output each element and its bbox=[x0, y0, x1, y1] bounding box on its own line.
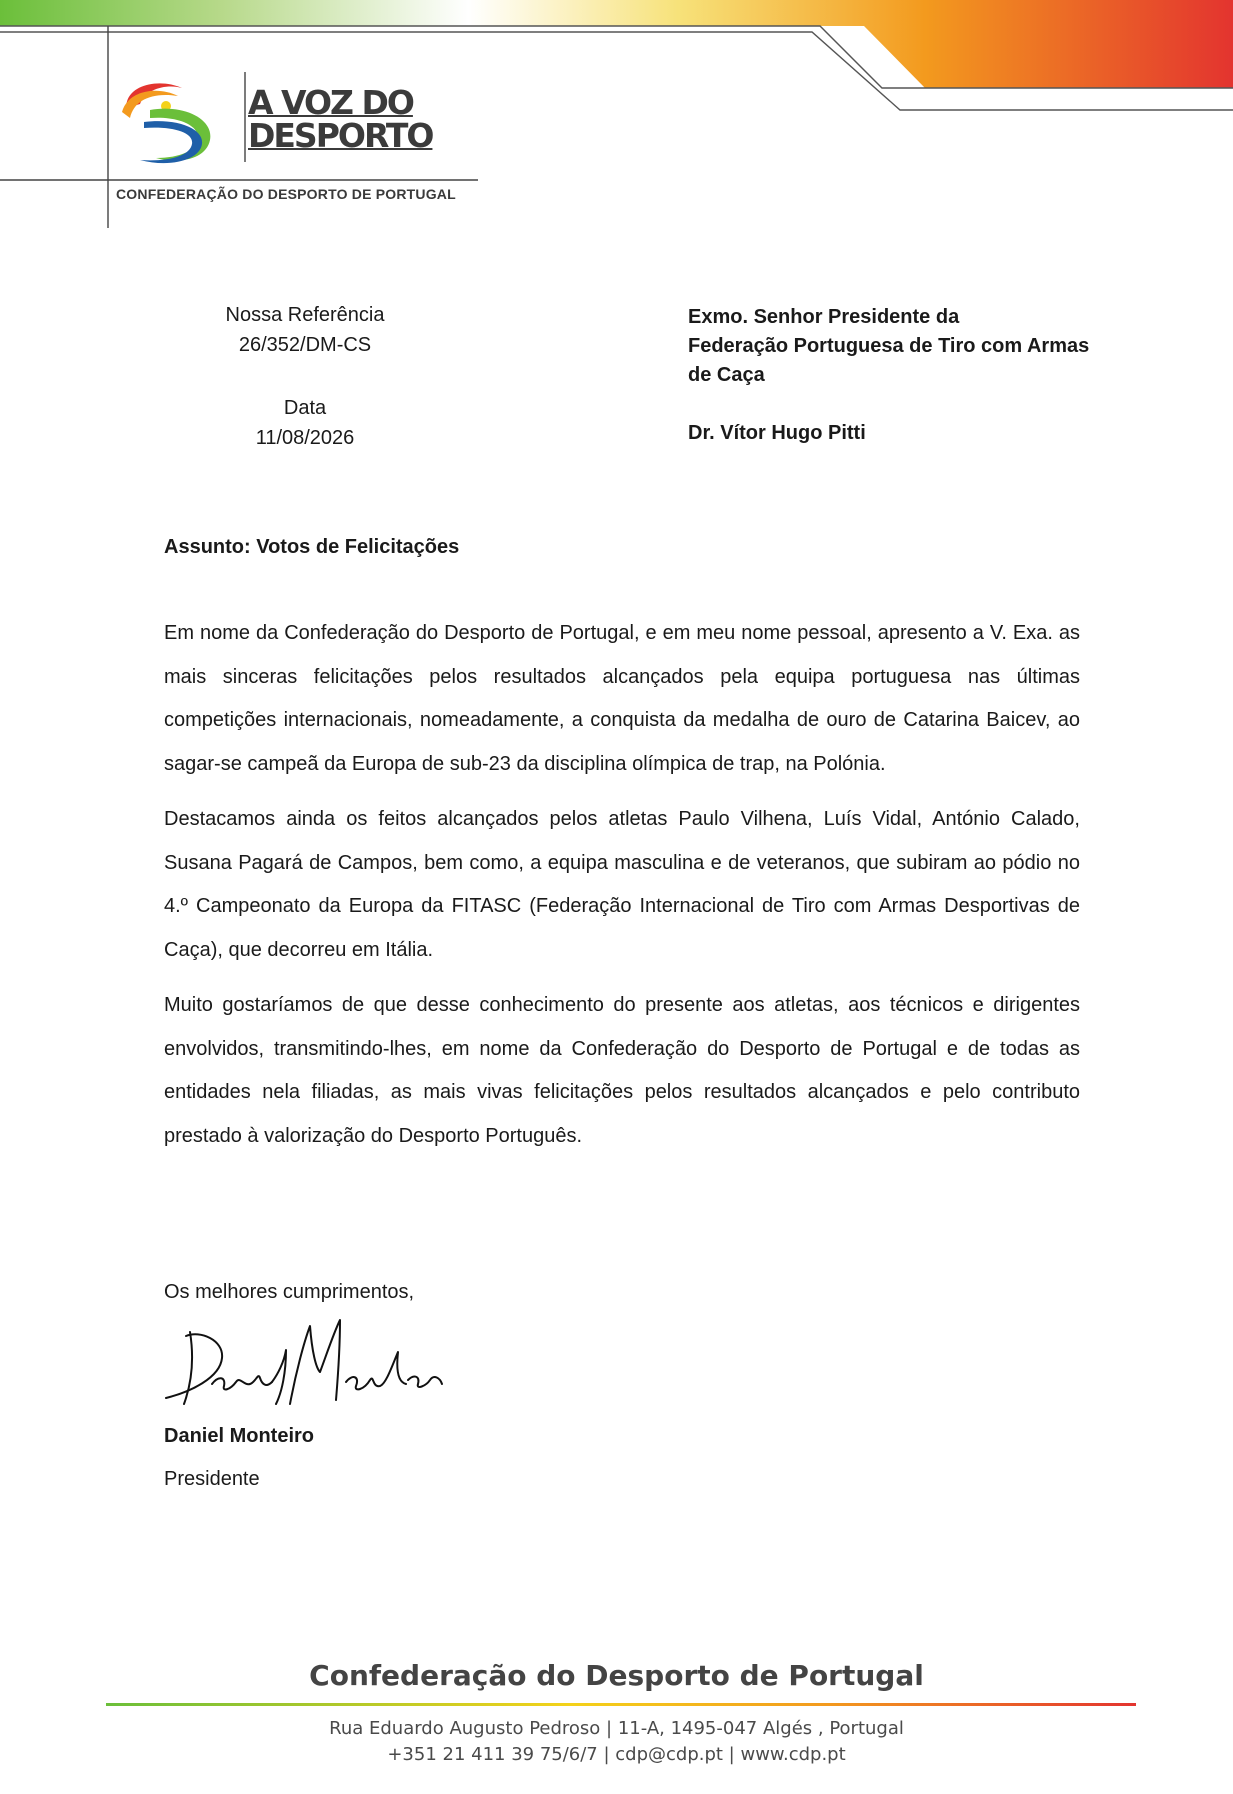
letter-body bbox=[164, 612, 1080, 1170]
logo-wordmark bbox=[248, 83, 433, 155]
logo-line-1: A VOZ DO bbox=[248, 83, 413, 122]
signer-name: Daniel Monteiro bbox=[164, 1425, 315, 1447]
paragraph: Em nome da Confederação do Desporto de Portugal, e em meu nome pessoal, apresento a V. Exa. as mais sinceras felicitações pelos resultados alcançados pela equipa portuguesa nas últimas competições internacionais, nomeadamente, a conquista da medalha de ouro de Catarina Baicev, ao sagar-se campeã da Europa de sub-23 da disciplina olímpica de trap, na Polónia. bbox=[164, 622, 1080, 775]
closing-salutation: Os melhores cumprimentos, bbox=[164, 1281, 415, 1303]
recipient-name: Dr. Vítor Hugo Pitti bbox=[688, 422, 866, 444]
footer-organization: Confederação do Desporto de Portugal bbox=[309, 1659, 924, 1692]
footer-color-rule bbox=[106, 1703, 1136, 1707]
recipient-block bbox=[688, 303, 1108, 448]
reference-block bbox=[190, 300, 420, 453]
cdp-logo-mark bbox=[122, 83, 210, 163]
recipient-line-1: Exmo. Senhor Presidente da bbox=[688, 306, 960, 328]
reference-label: Nossa Referência bbox=[225, 304, 385, 326]
footer-contact: +351 21 411 39 75/6/7 | cdp@cdp.pt | www.cdp.pt bbox=[387, 1744, 846, 1765]
reference-value: 26/352/DM-CS bbox=[238, 334, 372, 356]
subject-line: Assunto: Votos de Felicitações bbox=[164, 536, 460, 558]
paragraph: Destacamos ainda os feitos alcançados pelos atletas Paulo Vilhena, Luís Vidal, António Calado, Susana Pagará de Campos, bem como, a equipa masculina e de veteranos, que subiram ao pódio no 4.º Campeonato da Europa da FITASC (Federação Internacional de Tiro com Armas Desportivas de Caça), que decorreu em Itália. bbox=[164, 808, 1080, 961]
logo-subtitle: CONFEDERAÇÃO DO DESPORTO DE PORTUGAL bbox=[116, 186, 456, 202]
handwritten-signature bbox=[160, 1312, 460, 1422]
date-label: Data bbox=[283, 397, 327, 419]
paragraph: Muito gostaríamos de que desse conhecimento do presente aos atletas, aos técnicos e dirigentes envolvidos, transmitindo-lhes, em nome da Confederação do Desporto de Portugal e de todas as entidades nela filiadas, as mais vivas felicitações pelos resultados alcançados e pelo contributo prestado à valorização do Desporto Português. bbox=[164, 994, 1080, 1147]
recipient-line-2: Federação Portuguesa de Tiro com Armas bbox=[688, 335, 1090, 357]
logo-line-2: DESPORTO bbox=[248, 116, 433, 155]
date-value: 11/08/2026 bbox=[255, 427, 355, 449]
footer-address: Rua Eduardo Augusto Pedroso | 11-A, 1495-047 Algés , Portugal bbox=[329, 1718, 904, 1739]
recipient-line-3: de Caça bbox=[688, 364, 765, 386]
signer-title: Presidente bbox=[164, 1468, 260, 1490]
